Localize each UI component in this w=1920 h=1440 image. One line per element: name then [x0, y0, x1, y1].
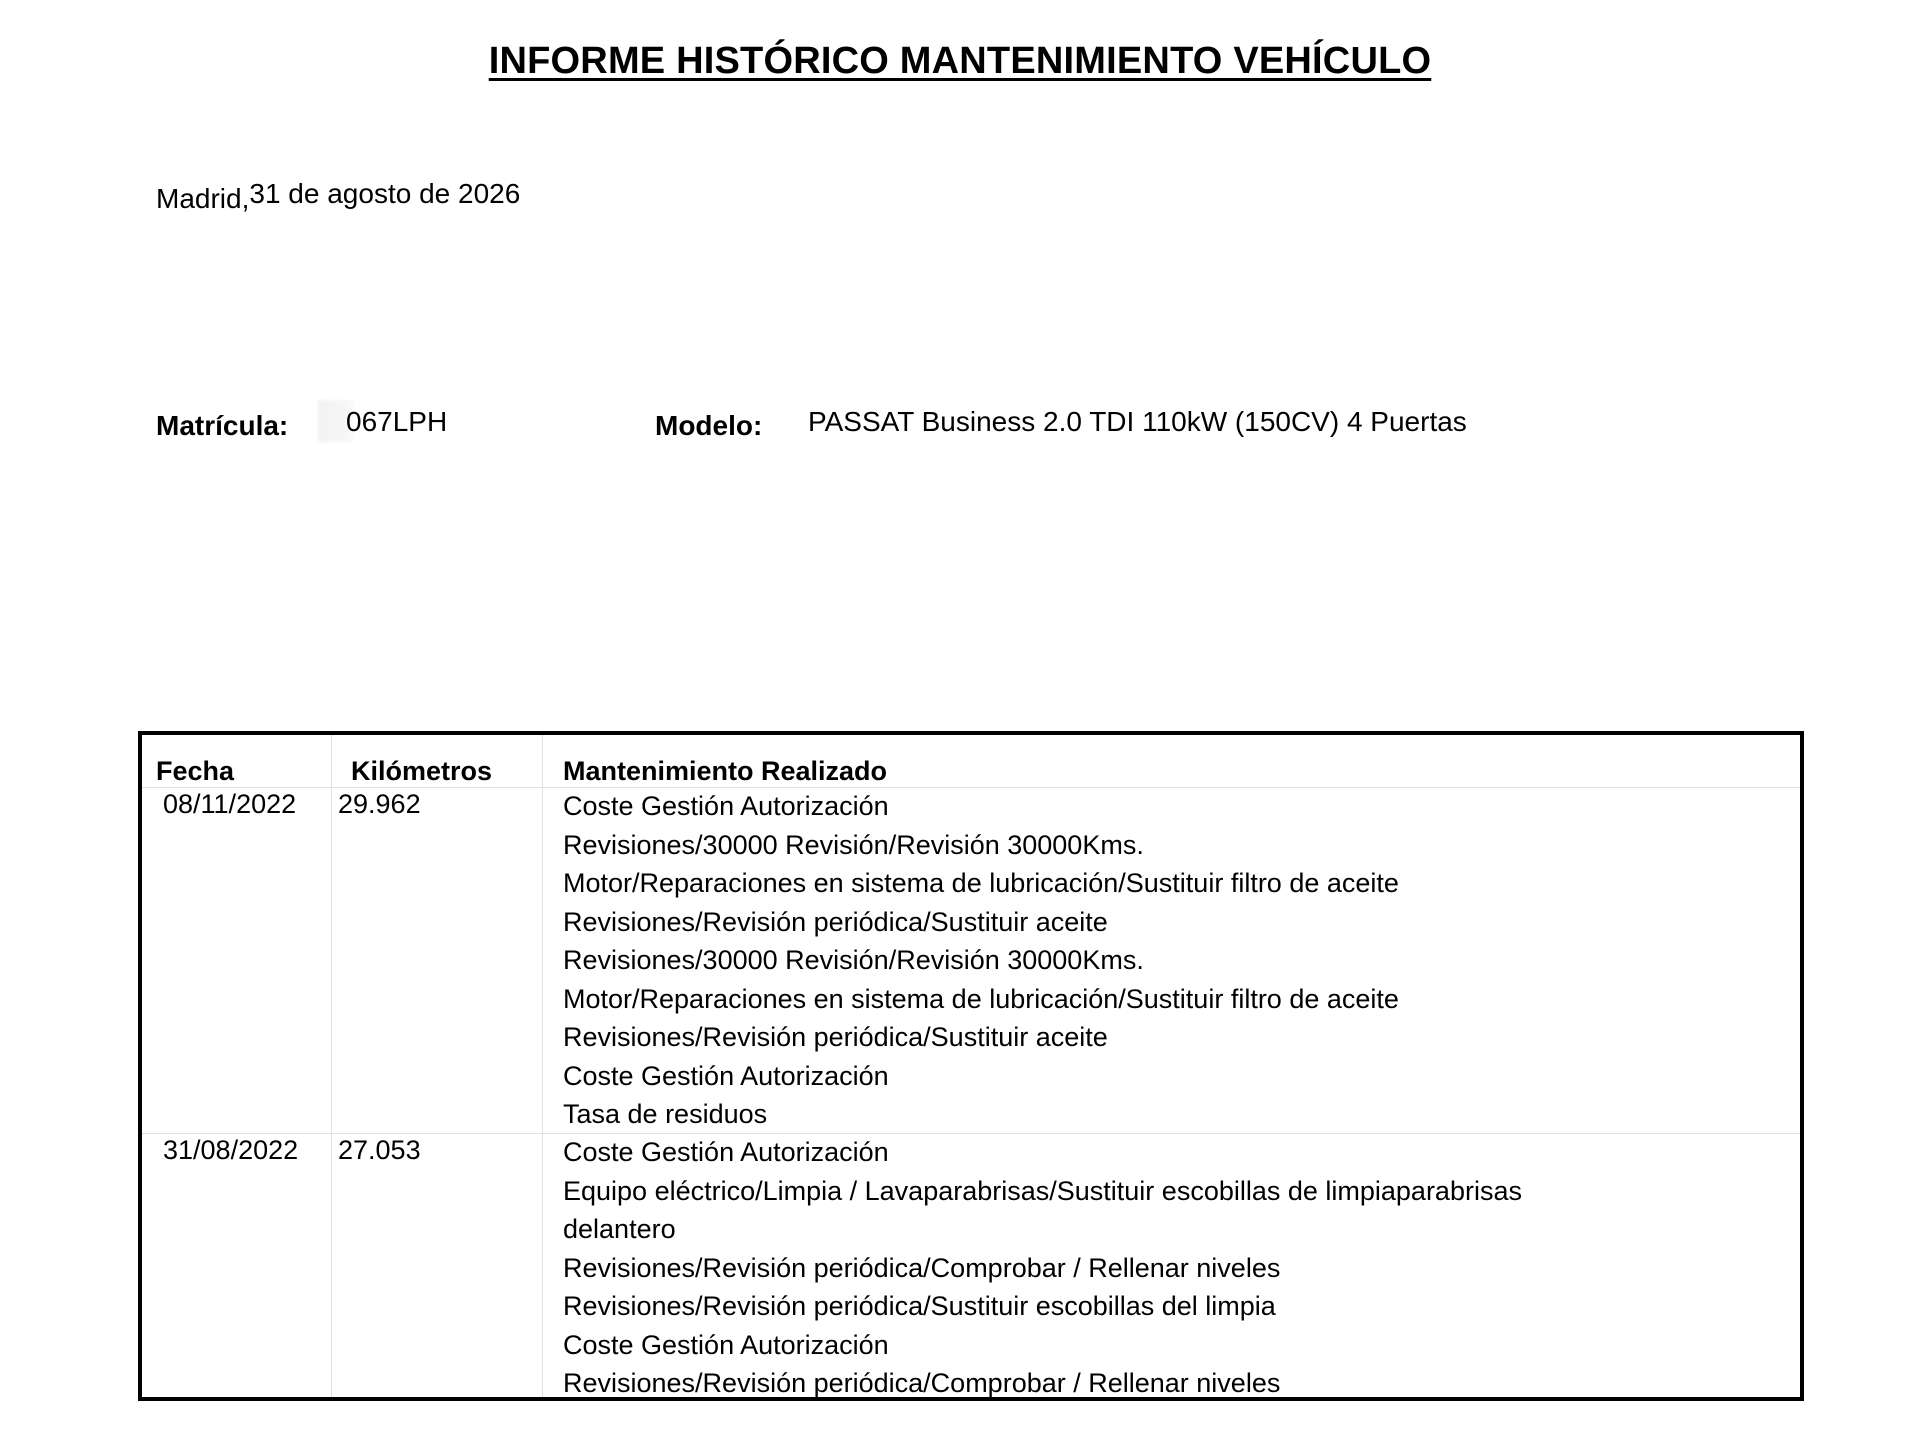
report-place: Madrid, [156, 183, 250, 214]
maintenance-table [138, 731, 1804, 1401]
plate-value: 067LPH [346, 406, 448, 437]
maintenance-item: Coste Gestión Autorización [563, 1060, 889, 1091]
maintenance-item: Revisiones/Revisión periódica/Comprobar / Rellenar niveles [563, 1252, 1281, 1283]
model-value: PASSAT Business 2.0 TDI 110kW (150CV) 4 Puertas [808, 406, 1467, 437]
row-1-maintenance [563, 787, 1793, 1134]
maintenance-item: Revisiones/Revisión periódica/Sustituir escobillas del limpia [563, 1291, 1276, 1321]
row-1-km: 29.962 [338, 789, 421, 819]
row-2-date: 31/08/2022 [163, 1135, 299, 1165]
maintenance-item: Motor/Reparaciones en sistema de lubricación/Sustituir filtro de aceite [563, 868, 1399, 898]
maintenance-item: Revisiones/30000 Revisión/Revisión 30000Kms. [563, 945, 1144, 975]
header-mantenimiento: Mantenimiento Realizado [563, 756, 888, 786]
plate-label: Matrícula: [156, 410, 289, 441]
maintenance-item: Revisiones/Revisión periódica/Comprobar / Rellenar niveles [563, 1368, 1281, 1398]
maintenance-item: Revisiones/Revisión periódica/Sustituir aceite [563, 906, 1108, 937]
maintenance-item: Coste Gestión Autorización [563, 1137, 889, 1167]
model-label: Modelo: [655, 410, 763, 441]
maintenance-item: Tasa de residuos [563, 1099, 768, 1129]
header-kilometros: Kilómetros [351, 756, 493, 786]
report-title: INFORME HISTÓRICO MANTENIMIENTO VEHÍCULO [488, 40, 1432, 82]
maintenance-item: Equipo eléctrico/Limpia / Lavaparabrisas/Sustituir escobillas de limpiaparabrisas [563, 1175, 1522, 1206]
maintenance-item: Revisiones/30000 Revisión/Revisión 30000Kms. [563, 829, 1144, 860]
row-2-maintenance [563, 1133, 1793, 1401]
row-1-date: 08/11/2022 [163, 789, 297, 819]
maintenance-item: Revisiones/Revisión periódica/Sustituir aceite [563, 1022, 1108, 1052]
maintenance-item: Coste Gestión Autorización [563, 1329, 889, 1360]
column-divider [542, 735, 543, 1397]
maintenance-item: delantero [563, 1214, 676, 1244]
header-fecha: Fecha [156, 756, 235, 786]
maintenance-item: Motor/Reparaciones en sistema de lubricación/Sustituir filtro de aceite [563, 983, 1399, 1014]
maintenance-item: Coste Gestión Autorización [563, 791, 889, 821]
row-2-km: 27.053 [338, 1135, 421, 1165]
report-date: 31 de agosto de 2026 [249, 178, 521, 209]
column-divider [331, 735, 332, 1397]
place-date-line [156, 178, 521, 214]
